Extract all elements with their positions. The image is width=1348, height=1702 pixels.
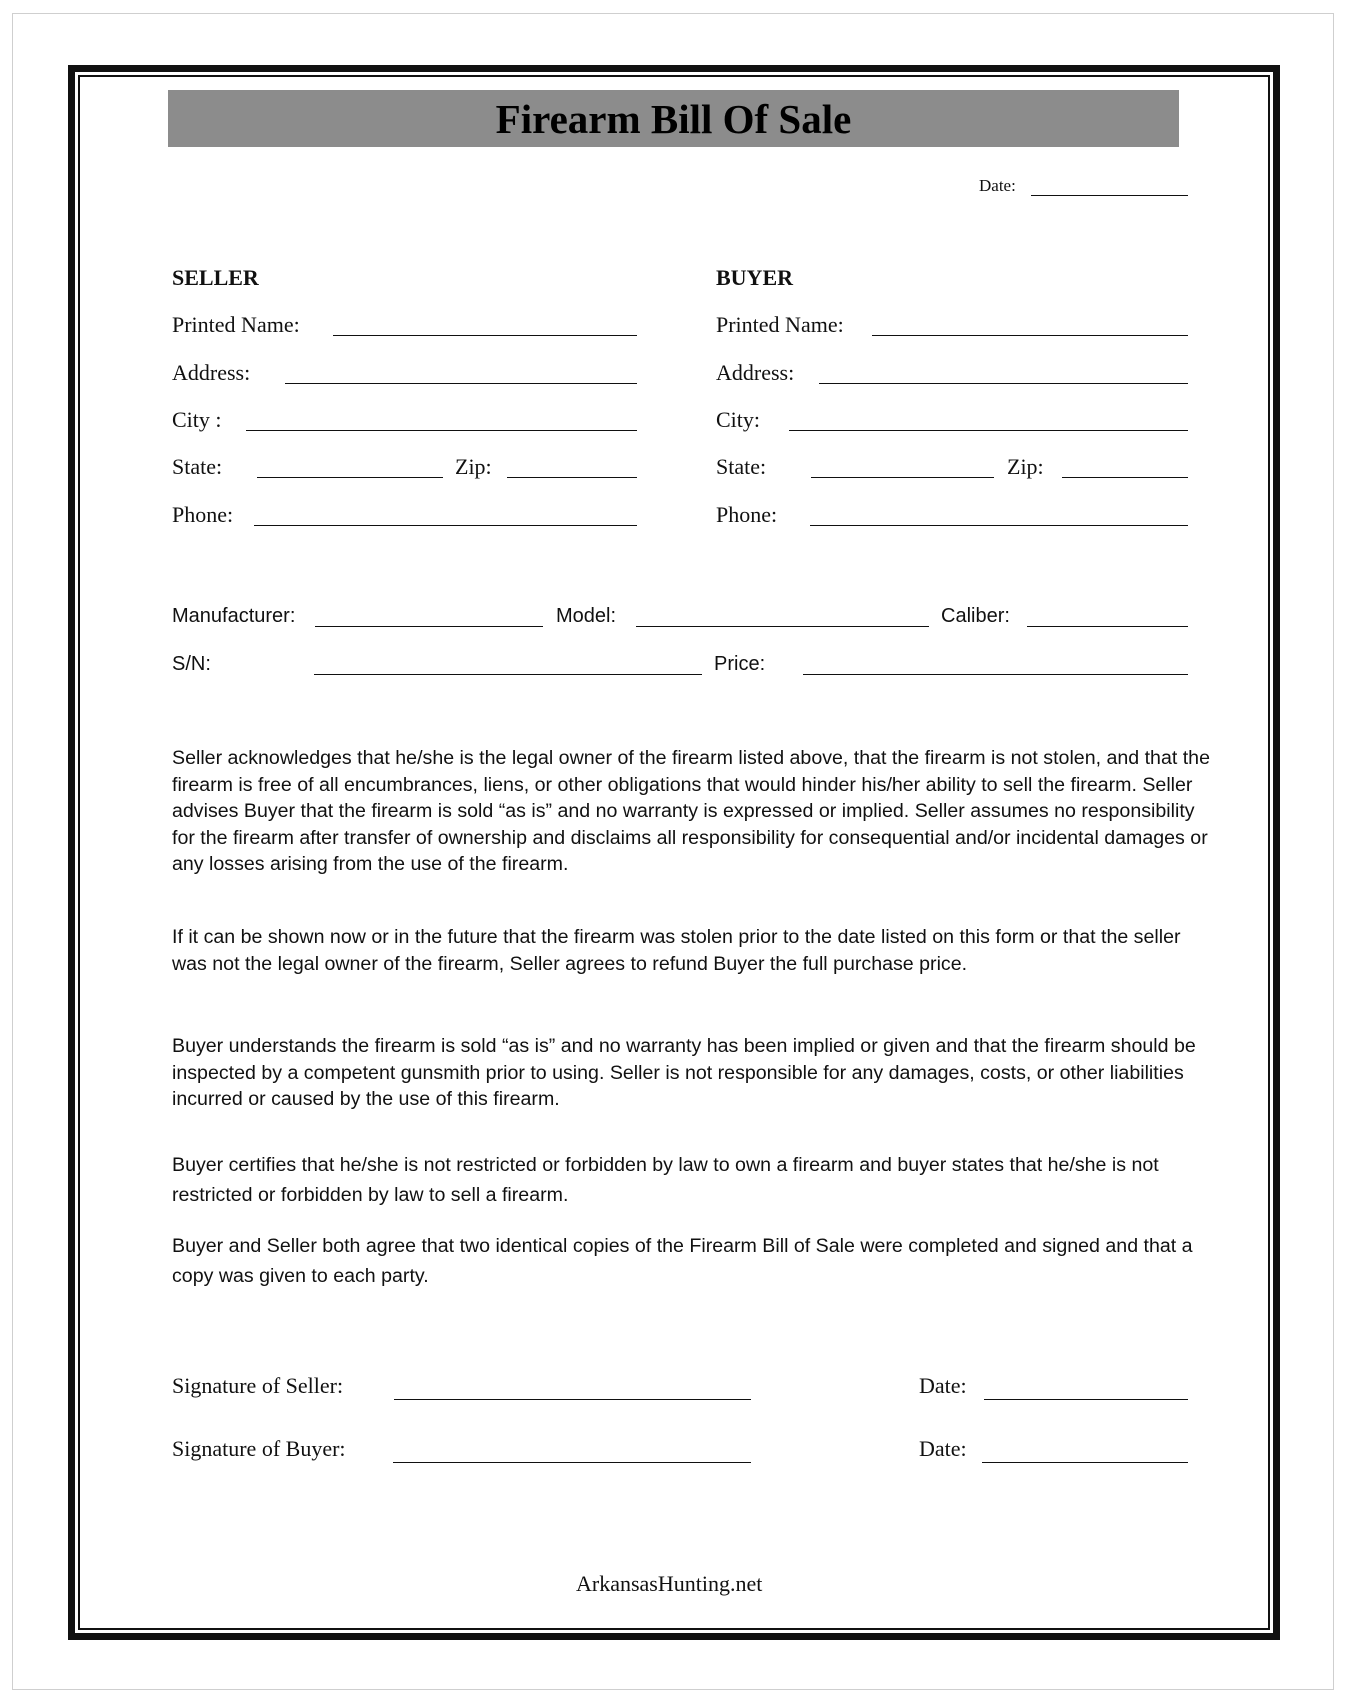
top-date-field[interactable] (1031, 195, 1188, 196)
manufacturer-field[interactable] (315, 626, 543, 627)
paragraph-as-is: Buyer understands the firearm is sold “as is” and no warranty has been implied or given and that the firearm should be inspected by a competent gunsmith prior to using. Seller is not responsible for any damages, costs, or other liabilities incurred or caused by the use of this firearm. (172, 1035, 1196, 1110)
buyer-printed-name-label: Printed Name: (716, 312, 844, 337)
buyer-city-field[interactable] (789, 430, 1188, 431)
buyer-signature-label: Signature of Buyer: (172, 1436, 346, 1461)
buyer-address-field[interactable] (819, 383, 1188, 384)
price-field[interactable] (803, 674, 1188, 675)
seller-phone-label: Phone: (172, 502, 234, 527)
seller-address-label: Address: (172, 360, 251, 385)
price-label: Price: (714, 653, 766, 675)
form-title: Firearm Bill Of Sale (495, 95, 852, 142)
seller-signature-label: Signature of Seller: (172, 1373, 344, 1398)
buyer-state-field[interactable] (811, 477, 994, 478)
seller-printed-name-label: Printed Name: (172, 312, 300, 337)
buyer-phone-field[interactable] (810, 525, 1188, 526)
seller-address-field[interactable] (285, 383, 637, 384)
seller-state-label: State: (172, 454, 223, 479)
seller-printed-name-field[interactable] (333, 335, 637, 336)
seller-city-field[interactable] (246, 430, 637, 431)
title-bar (168, 90, 1179, 147)
model-label: Model: (556, 605, 617, 627)
serial-number-label: S/N: (172, 653, 211, 675)
seller-zip-label: Zip: (455, 454, 492, 479)
footer-website: ArkansasHunting.net (576, 1571, 763, 1596)
seller-heading: SELLER (172, 265, 259, 290)
model-field[interactable] (636, 626, 929, 627)
buyer-signature-date-label: Date: (919, 1436, 967, 1461)
serial-number-field[interactable] (314, 674, 702, 675)
seller-state-field[interactable] (257, 477, 443, 478)
buyer-signature-field[interactable] (393, 1462, 751, 1463)
manufacturer-label: Manufacturer: (172, 605, 296, 627)
buyer-zip-field[interactable] (1062, 477, 1188, 478)
seller-phone-field[interactable] (254, 525, 637, 526)
buyer-state-label: State: (716, 454, 767, 479)
buyer-heading: BUYER (716, 265, 794, 290)
paragraph-ownership: Seller acknowledges that he/she is the legal owner of the firearm listed above, that the firearm is not stolen, and that the firearm is free of all encumbrances, liens, or other obligations that would hinder his/her ability to sell the firearm. Seller advises Buyer that the firearm is sold “as is” and no warranty is expressed or implied. Seller assumes no responsibility for the firearm after transfer of ownership and disclaims all responsibility for consequential and/or incidental damages or any losses arising from the use of the firearm. (172, 747, 1210, 875)
top-date-label: Date: (979, 176, 1016, 195)
caliber-field[interactable] (1027, 626, 1188, 627)
buyer-zip-label: Zip: (1007, 454, 1044, 479)
buyer-signature-date-field[interactable] (982, 1462, 1188, 1463)
seller-zip-field[interactable] (507, 477, 637, 478)
seller-signature-date-field[interactable] (984, 1399, 1188, 1400)
buyer-printed-name-field[interactable] (872, 335, 1188, 336)
buyer-phone-label: Phone: (716, 502, 778, 527)
buyer-address-label: Address: (716, 360, 795, 385)
seller-signature-field[interactable] (394, 1399, 751, 1400)
paragraph-refund: If it can be shown now or in the future that the firearm was stolen prior to the date listed on this form or that the seller was not the legal owner of the firearm, Seller agrees to refund Buyer the full purchase price. (172, 926, 1181, 975)
paragraph-certification: Buyer certifies that he/she is not restricted or forbidden by law to own a firearm and buyer states that he/she is not restricted or forbidden by law to sell a firearm. (172, 1154, 1159, 1206)
seller-signature-date-label: Date: (919, 1373, 967, 1398)
seller-city-label: City : (172, 407, 222, 432)
paragraph-copies: Buyer and Seller both agree that two identical copies of the Firearm Bill of Sale were completed and signed and that a copy was given to each party. (172, 1235, 1193, 1287)
buyer-city-label: City: (716, 407, 761, 432)
caliber-label: Caliber: (941, 605, 1010, 627)
